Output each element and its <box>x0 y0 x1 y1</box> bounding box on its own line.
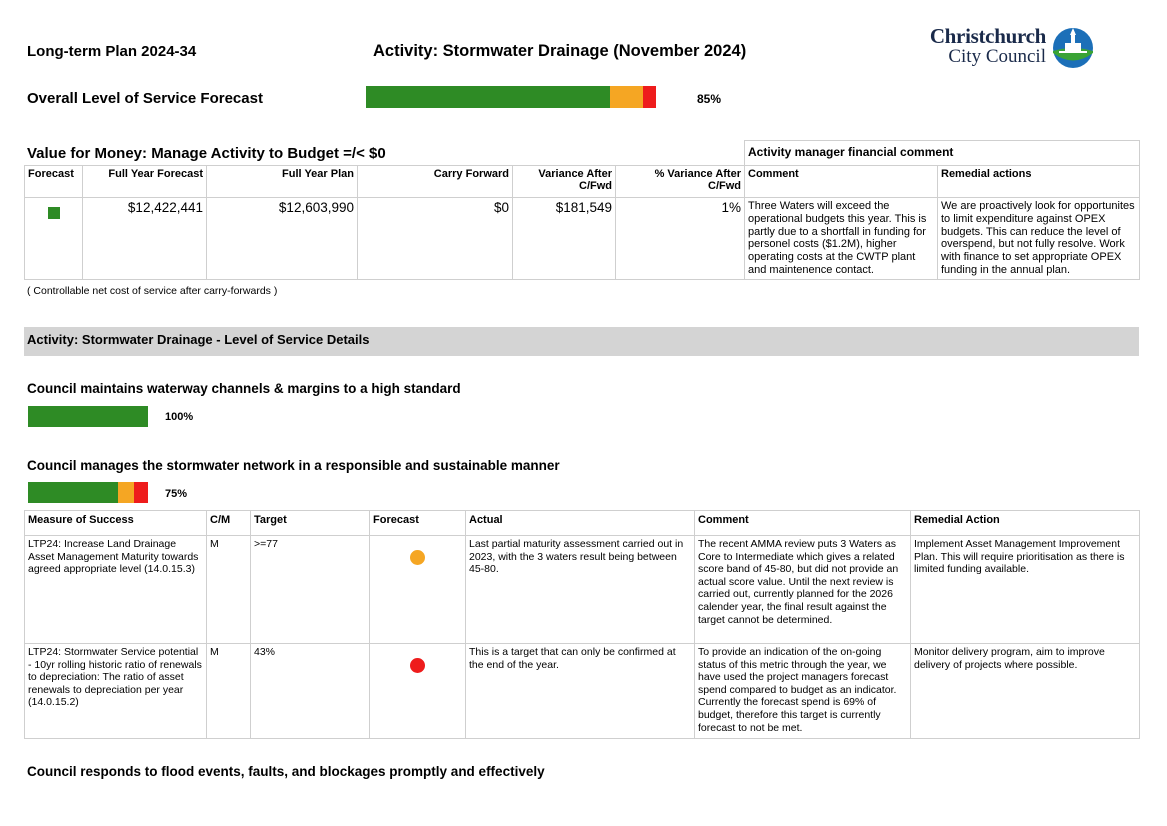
remedial-text: Implement Asset Management Improvement Plan. This will require prioritisation as there is limited funding available. <box>911 536 1140 644</box>
overall-forecast-bar <box>366 86 656 108</box>
target-value: >=77 <box>251 536 370 644</box>
measure-text: LTP24: Increase Land Drainage Asset Management Maturity towards agreed appropriate level (14.0.15.3) <box>25 536 207 644</box>
forecast-status-cell <box>25 198 83 280</box>
activity-title: Activity: Stormwater Drainage (November 2024) <box>373 42 747 60</box>
cost-note: ( Controllable net cost of service after carry-forwards ) <box>27 285 278 297</box>
col-remedial-actions: Remedial actions <box>938 166 1140 198</box>
col-carry-forward: Carry Forward <box>358 166 513 198</box>
full-year-plan-value: $12,603,990 <box>207 198 358 280</box>
financial-remedial-actions: We are proactively look for opportunites to limit expenditure against OPEX budgets. This can reduce the level of overspend, but not fully resolve. Work with finance to set appropriate OPEX funding in the annual plan. <box>938 198 1140 280</box>
table-row <box>25 644 1140 739</box>
col-full-year-forecast: Full Year Forecast <box>83 166 207 198</box>
col-comment: Comment <box>745 166 938 198</box>
cm-value: M <box>207 536 251 644</box>
full-year-forecast-value: $12,422,441 <box>83 198 207 280</box>
actual-text: This is a target that can only be confirmed at the end of the year. <box>466 644 695 739</box>
group-network-percent: 75% <box>165 488 188 500</box>
cm-value: M <box>207 644 251 739</box>
col-forecast: Forecast <box>25 166 83 198</box>
col-comment: Comment <box>695 511 911 536</box>
forecast-cell <box>370 644 466 739</box>
carry-forward-value: $0 <box>358 198 513 280</box>
remedial-text: Monitor delivery program, aim to improve delivery of projects where possible. <box>911 644 1140 739</box>
bar-red-segment <box>134 482 148 503</box>
financial-comment: Three Waters will exceed the operational budgets this year. This is partly due to a shortfall in funding for personel costs ($1.2M), higher operating costs at the CWTP plant and maintenence contact. <box>745 198 938 280</box>
actual-text: Last partial maturity assessment carried out in 2023, with the 3 waters result being between 45-80. <box>466 536 695 644</box>
measures-table <box>24 510 1140 739</box>
table-row <box>25 536 1140 644</box>
cathedral-logo-icon <box>1051 27 1095 69</box>
bar-green-segment <box>28 482 118 503</box>
col-cm: C/M <box>207 511 251 536</box>
measure-text: LTP24: Stormwater Service potential - 10yr rolling historic ratio of renewals to depreciation: The ratio of asset renewals to depreciation per year (14.0.15.2) <box>25 644 207 739</box>
comment-text: To provide an indication of the on-going status of this metric through the year, we have used the project managers forecast spend compared to budget as an indicator. Currently the forecast spend is 69% of budget, therefore this target is currently forecast to not be met. <box>695 644 911 739</box>
bar-green-segment <box>28 406 148 427</box>
amber-status-icon <box>410 550 425 565</box>
forecast-cell <box>370 536 466 644</box>
bar-green-segment <box>366 86 610 108</box>
section-title: Activity: Stormwater Drainage - Level of Service Details <box>27 332 370 347</box>
variance-after-value: $181,549 <box>513 198 616 280</box>
value-for-money-title: Value for Money: Manage Activity to Budget =/< $0 <box>27 145 386 162</box>
pct-variance-after-value: 1% <box>616 198 745 280</box>
bar-red-segment <box>643 86 656 108</box>
group-title-flood: Council responds to flood events, faults, and blockages promptly and effectively <box>27 764 545 779</box>
overall-forecast-percent: 85% <box>697 92 722 106</box>
comment-text: The recent AMMA review puts 3 Waters as Core to Intermediate which gives a related score band of 45-80, but did not provide an actual score value. Until the next review is carried out, currently planned for the 2026 calender year, the final result against the target cannot be determined. <box>695 536 911 644</box>
plan-title: Long-term Plan 2024-34 <box>27 43 197 60</box>
col-forecast: Forecast <box>370 511 466 536</box>
council-logo <box>920 26 1100 72</box>
col-measure: Measure of Success <box>25 511 207 536</box>
group-title-network: Council manages the stormwater network in a responsible and sustainable manner <box>27 458 560 473</box>
group-waterway-bar <box>28 406 148 427</box>
col-pct-variance-after: % Variance After C/Fwd <box>616 166 745 198</box>
group-waterway-percent: 100% <box>165 411 194 423</box>
section-header <box>24 327 1139 356</box>
col-variance-after: Variance After C/Fwd <box>513 166 616 198</box>
red-status-icon <box>410 658 425 673</box>
bar-amber-segment <box>610 86 643 108</box>
group-title-waterway: Council maintains waterway channels & margins to a high standard <box>27 381 461 396</box>
overall-forecast-label: Overall Level of Service Forecast <box>27 90 263 107</box>
green-status-icon <box>48 207 60 219</box>
logo-line2: City Council <box>948 46 1046 67</box>
col-actual: Actual <box>466 511 695 536</box>
col-target: Target <box>251 511 370 536</box>
target-value: 43% <box>251 644 370 739</box>
col-full-year-plan: Full Year Plan <box>207 166 358 198</box>
group-network-bar <box>28 482 148 503</box>
manager-comment-header: Activity manager financial comment <box>745 141 1140 166</box>
logo-line1: Christchurch <box>929 24 1046 48</box>
bar-amber-segment <box>118 482 134 503</box>
col-remedial-action: Remedial Action <box>911 511 1140 536</box>
